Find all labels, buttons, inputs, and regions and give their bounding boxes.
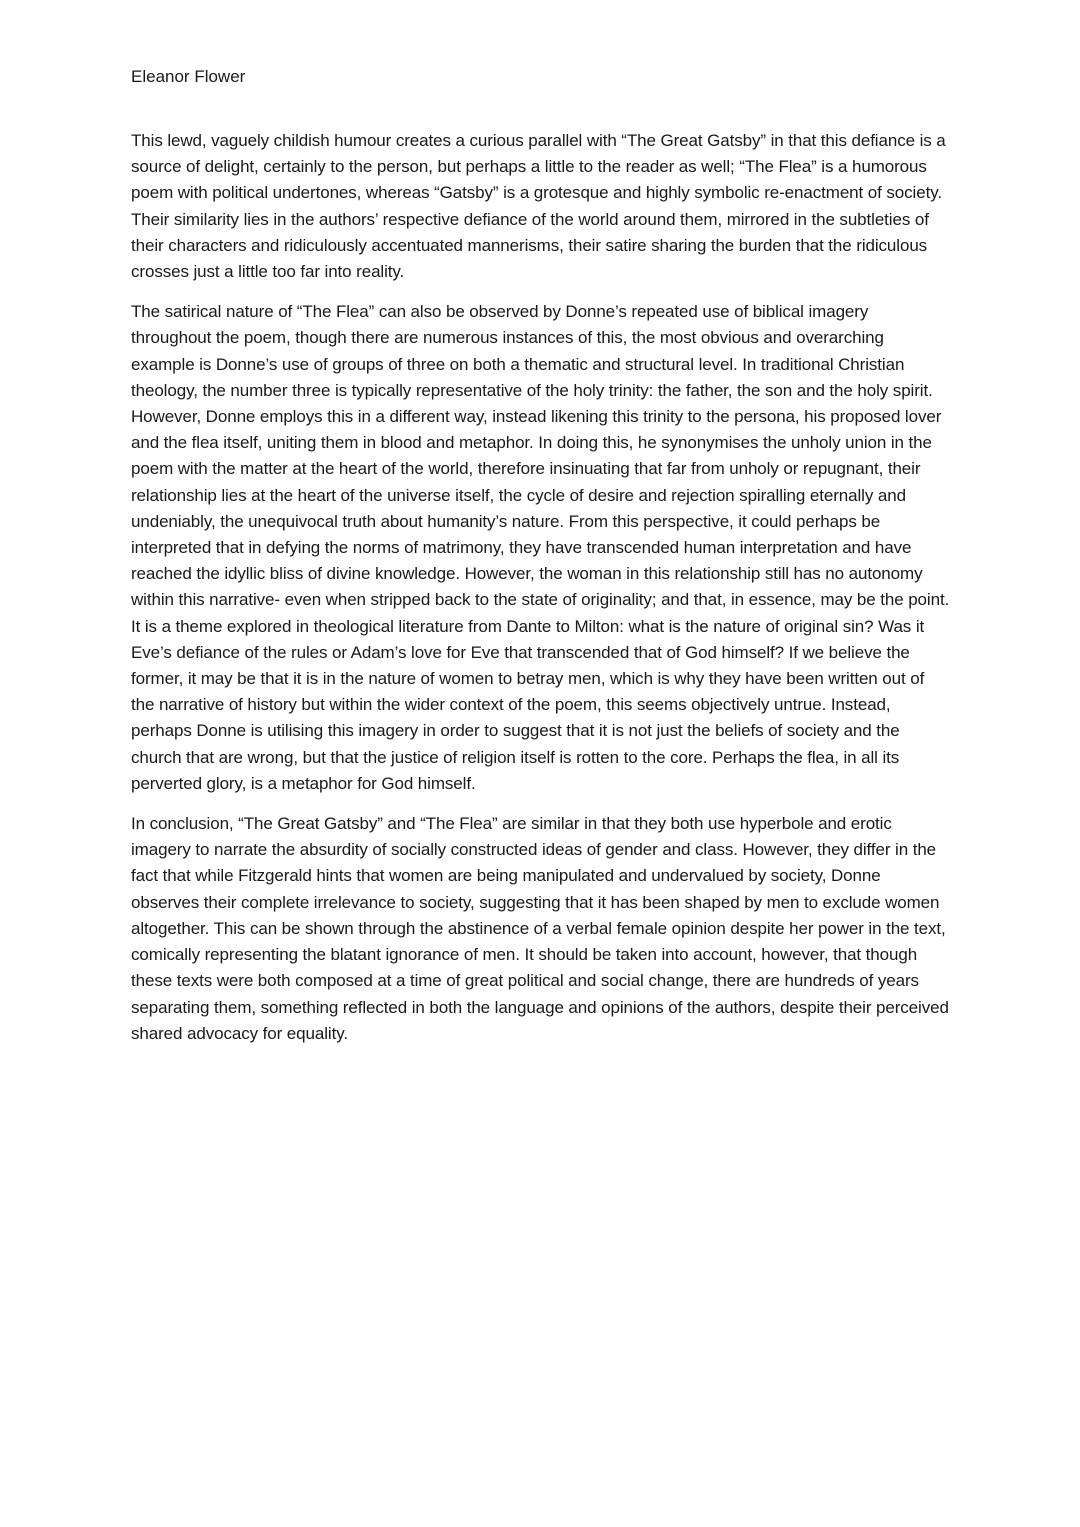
author-name: Eleanor Flower (131, 67, 246, 86)
body-paragraph-1: This lewd, vaguely childish humour creates a curious parallel with “The Great Gatsby” in that this defiance is a source of delight, certainly to the person, but perhaps a little to the reader as well; “The Flea” is a humorous poem with political undertones, whereas “Gatsby” is a grotesque and highly symbolic re-enactment of society. Their similarity lies in the authors’ respective defiance of the world around them, mirrored in the subtleties of their characters and ridiculously accentuated mannerisms, their satire sharing the burden that the ridiculous crosses just a little too far into reality. (131, 131, 946, 282)
body-paragraph-3: In conclusion, “The Great Gatsby” and “The Flea” are similar in that they both use hyperbole and erotic imagery to narrate the absurdity of socially constructed ideas of gender and class. However, they differ in the fact that while Fitzgerald hints that women are being manipulated and undervalued by society, Donne observes their complete irrelevance to society, suggesting that it has been shaped by men to exclude women altogether. This can be shown through the abstinence of a verbal female opinion despite her power in the text, comically representing the blatant ignorance of men. It should be taken into account, however, that though these texts were both composed at a time of great political and social change, there are hundreds of years separating them, something reflected in both the language and opinions of the authors, despite their perceived shared advocacy for equality. (131, 814, 949, 1043)
body-paragraph-2: The satirical nature of “The Flea” can also be observed by Donne’s repeated use of biblical imagery throughout the poem, though there are numerous instances of this, the most obvious and overarching example is Donne’s use of groups of three on both a thematic and structural level. In traditional Christian theology, the number three is typically representative of the holy trinity: the father, the son and the holy spirit. However, Donne employs this in a different way, instead likening this trinity to the persona, his proposed lover and the flea itself, uniting them in blood and metaphor. In doing this, he synonymises the unholy union in the poem with the matter at the heart of the world, therefore insinuating that far from unholy or repugnant, their relationship lies at the heart of the universe itself, the cycle of desire and rejection spiralling eternally and undeniably, the unequivocal truth about humanity’s nature. From this perspective, it could perhaps be interpreted that in defying the norms of matrimony, they have transcended human interpretation and have reached the idyllic bliss of divine knowledge. However, the woman in this relationship still has no autonomy within this narrative- even when stripped back to the state of originality; and that, in essence, may be the point. It is a theme explored in theological literature from Dante to Milton: what is the nature of original sin? Was it Eve’s defiance of the rules or Adam’s love for Eve that transcended that of God himself? If we believe the former, it may be that it is in the nature of women to betray men, which is why they have been written out of the narrative of history but within the wider context of the poem, this seems objectively untrue. Instead, perhaps Donne is utilising this imagery in order to suggest that it is not just the beliefs of society and the church that are wrong, but that the justice of religion itself is rotten to the core. Perhaps the flea, in all its perverted glory, is a metaphor for God himself. (131, 302, 950, 793)
